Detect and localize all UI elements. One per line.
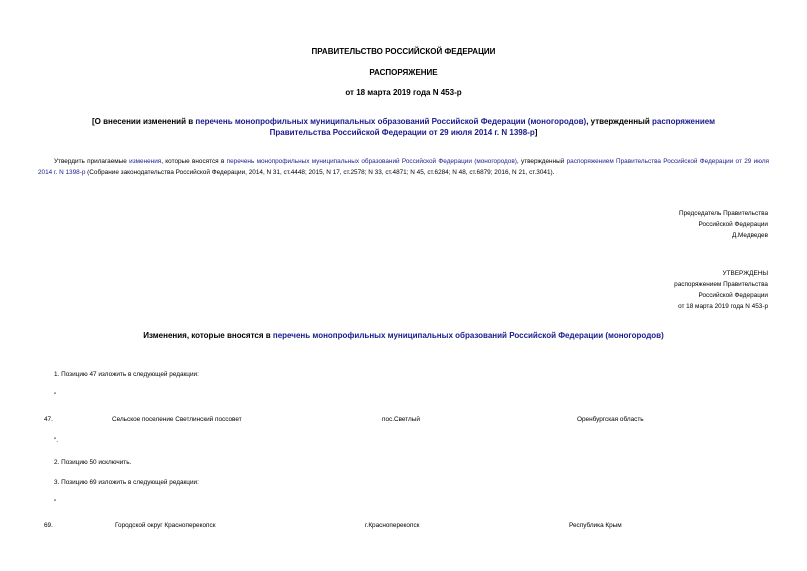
title-link-list[interactable]: перечень монопрофильных муниципальных образований Российской Федерации (моногородов) xyxy=(195,117,587,126)
body-text-1: Утвердить прилагаемые xyxy=(54,158,130,165)
title-open: [О внесении изменений в xyxy=(91,117,196,126)
body-link-changes[interactable]: изменения xyxy=(129,158,162,165)
approved-line-2: распоряжением Правительства xyxy=(674,281,768,288)
row-region: Республика Крым xyxy=(569,522,622,529)
item-3: 3. Позицию 69 изложить в следующей редакции: xyxy=(54,479,199,486)
approved-line-3: Российской Федерации xyxy=(698,292,768,299)
item-2: 2. Позицию 50 исключить. xyxy=(54,459,132,466)
changes-title-prefix: Изменения, которые вносятся в xyxy=(143,331,273,340)
row-settlement: пос.Светлый xyxy=(382,416,420,423)
row-region: Оренбургская область xyxy=(577,416,644,423)
signature-line-3: Д.Медведев xyxy=(731,232,768,239)
title-close: ] xyxy=(534,128,538,137)
approved-line-4: от 18 марта 2019 года N 453-р xyxy=(678,303,768,310)
body-text-3: , утвержденный xyxy=(516,158,567,165)
title-link-government-order[interactable]: Правительства Российской Федерации от 29 июля 2014 г. N 1398-р xyxy=(269,128,535,137)
body-text-4: (Собрание законодательства Российской Федерации, 2014, N 31, ст.4448; 2015, N 17, ст.2578; N 33, ст.4871; N 45, ст.6284; N 48, ст.6879; 2016, N 21, ст.3041). xyxy=(85,169,555,176)
approved-line-1: УТВЕРЖДЕНЫ xyxy=(722,270,768,277)
body-link-order[interactable]: распоряжением Правительства Российской Федерации от 29 июля 2014 г. N 1398-р xyxy=(38,158,770,176)
body-paragraph xyxy=(38,156,769,178)
signature-block xyxy=(679,208,768,241)
changes-title xyxy=(0,331,807,340)
row-settlement: г.Красноперекопск xyxy=(365,522,420,529)
changes-title-link[interactable]: перечень монопрофильных муниципальных образований Российской Федерации (моногородов) xyxy=(272,331,664,340)
signature-line-1: Председатель Правительства xyxy=(679,210,768,217)
item-1: 1. Позицию 47 изложить в следующей редакции: xyxy=(54,371,199,378)
quote-open-1: " xyxy=(54,392,57,399)
signature-line-2: Российской Федерации xyxy=(698,221,768,228)
approved-block xyxy=(674,268,768,312)
document-date-number: от 18 марта 2019 года N 453-р xyxy=(345,88,462,97)
title-mid: , утвержденный xyxy=(586,117,653,126)
document-title xyxy=(60,116,747,138)
title-link-order[interactable]: распоряжением xyxy=(652,117,715,126)
row-municipality: Городской округ Красноперекопск xyxy=(115,522,216,529)
quote-open-2: " xyxy=(54,499,57,506)
row-municipality: Сельское поселение Светлинский поссовет xyxy=(112,416,242,423)
document-type: РАСПОРЯЖЕНИЕ xyxy=(369,68,438,77)
row-number: 47. xyxy=(44,416,53,423)
quote-close-1: ". xyxy=(54,437,59,444)
body-link-list[interactable]: перечень монопрофильных муниципальных образований Российской Федерации (моногородов) xyxy=(226,158,517,165)
government-heading: ПРАВИТЕЛЬСТВО РОССИЙСКОЙ ФЕДЕРАЦИИ xyxy=(311,47,496,56)
body-text-2: , которые вносятся в xyxy=(161,158,227,165)
row-number: 69. xyxy=(44,522,53,529)
